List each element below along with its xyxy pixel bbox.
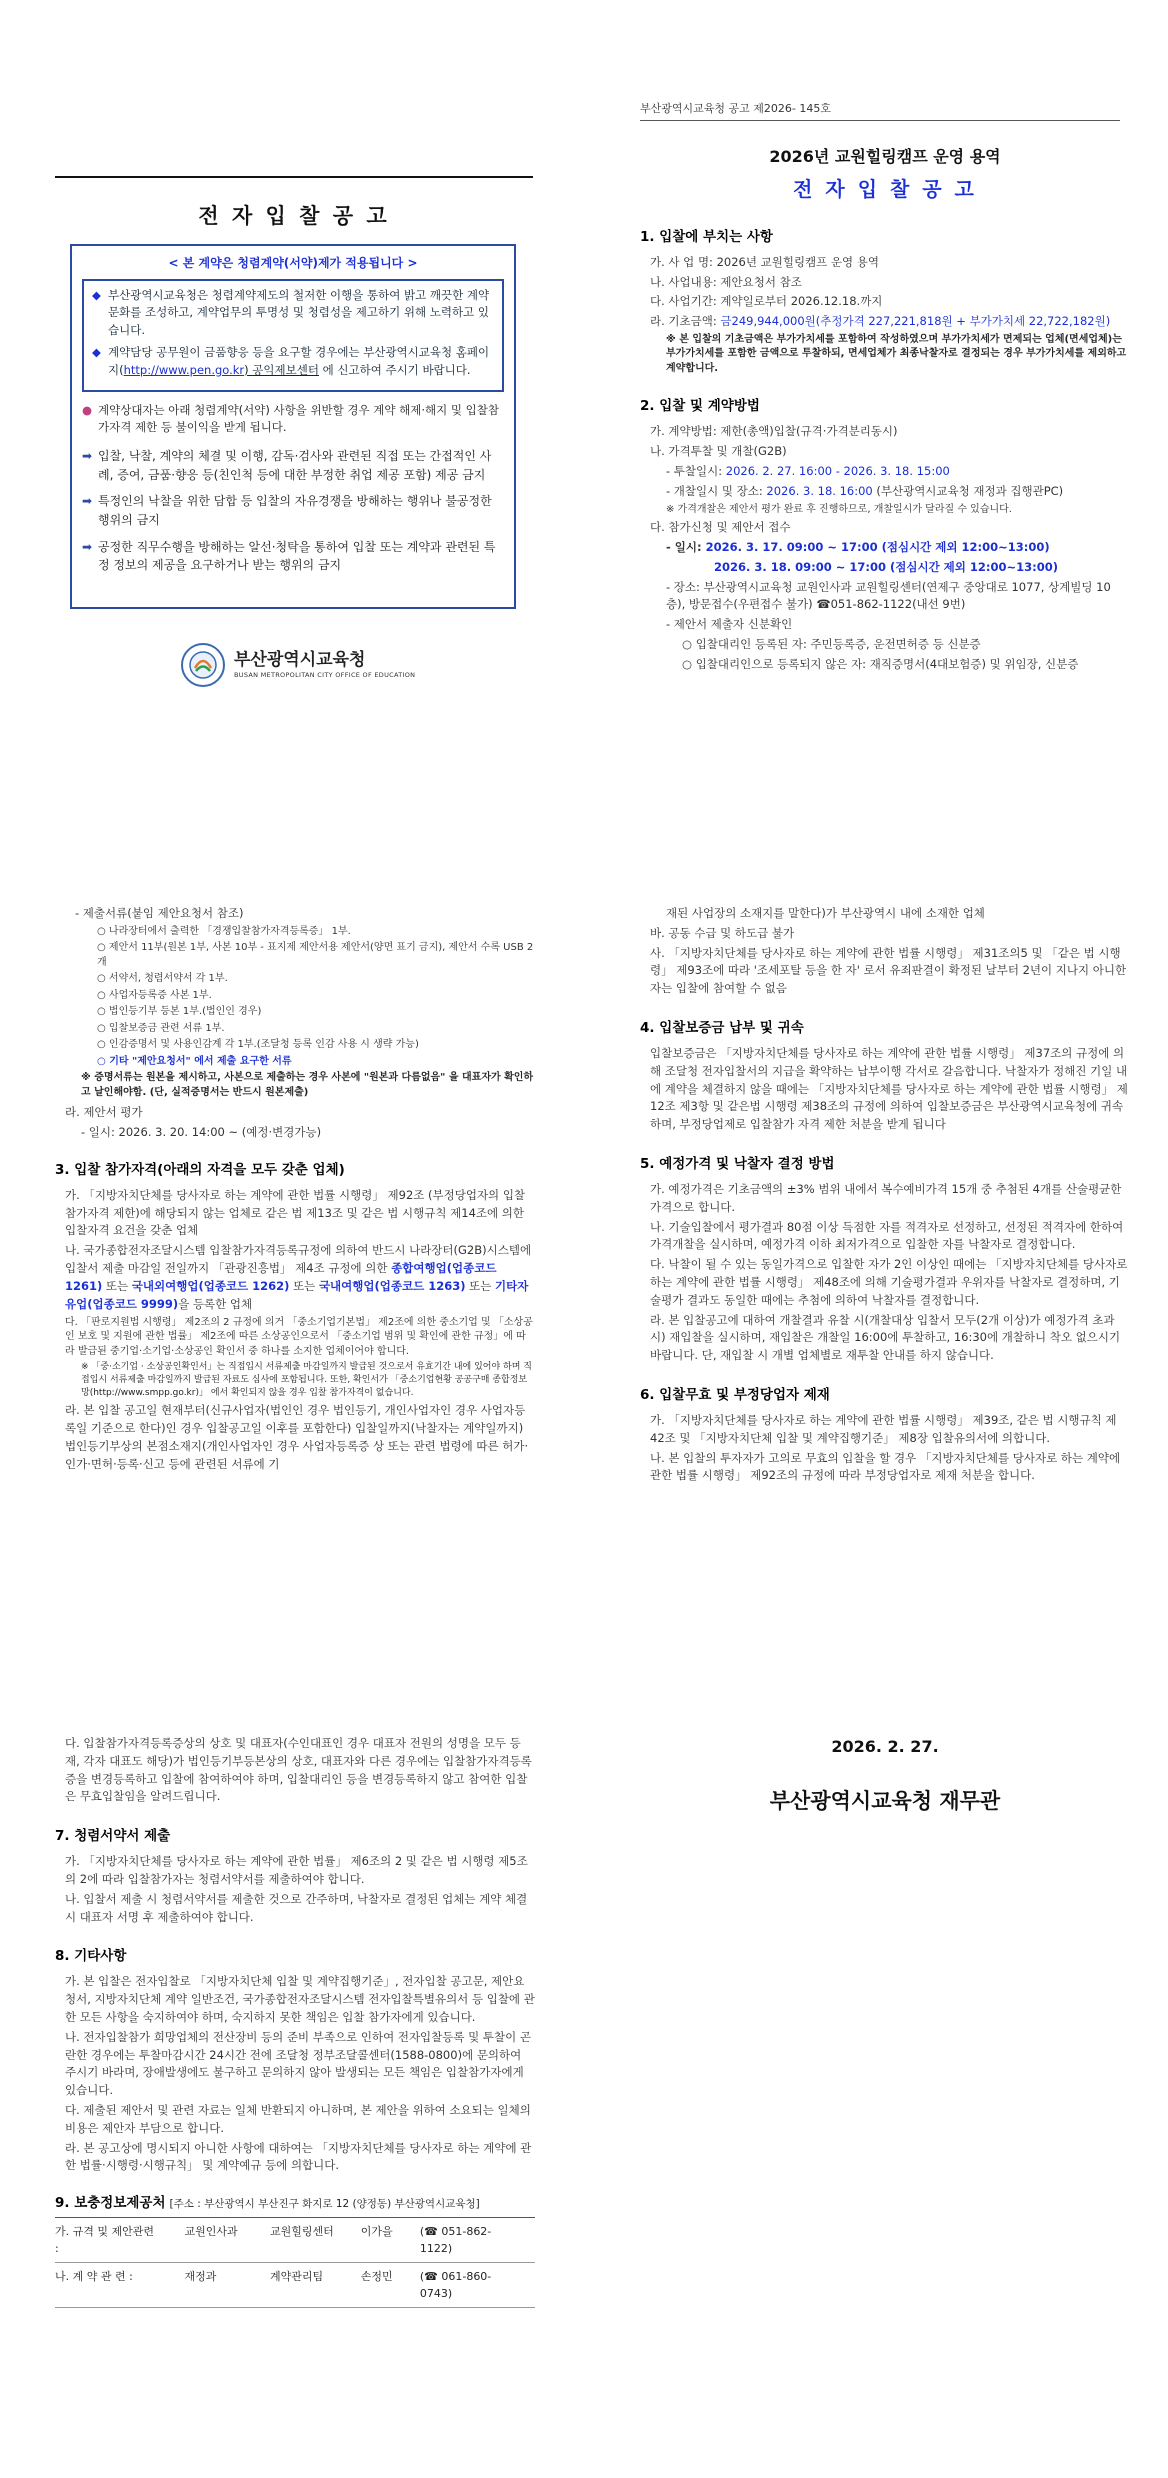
- section-8-title: 8. 기타사항: [55, 1948, 127, 1965]
- integrity-notice-box: [70, 244, 516, 609]
- docs-extra: ○ 기타 "제안요청서" 에서 제출 요구한 서류: [97, 1055, 292, 1067]
- org-logo: [180, 640, 440, 690]
- s4-body: 입찰보증금은 「지방자치단체를 당사자로 하는 계약에 관한 법률 시행령」 제37조의 규정에 의해 조달청 전자입찰서의 지급을 확약하는 납부이행 각서로 갈음합니다. 낙찰자가 정해진 기일 내에 계약을 체결하지 않을 때에는 「지방자치단체를 당사자로 하는 계약에 관한 법률 시행령」 제12조 제3항 및 같은법 시행령 제38조의 규정에 의하여 입찰보증금은 부산광역시교육청에 귀속하며, 부정당업제로 입찰참가 자격 제한 처분을 받게 됩니다: [650, 1045, 1128, 1132]
- s2-method: 가. 계약방법: 제한(총액)입찰(규격·가격분리동시): [650, 424, 898, 439]
- docs-item: ○ 인감증명서 및 사용인감계 각 1부.(조달청 등록 인감 사용 시 생략 가능): [97, 1039, 419, 1051]
- integrity-para-3: ● 계약상대자는 아래 청렴계약(서약) 사항을 위반할 경우 계약 해제·해지 및 입찰참가자격 제한 등 불이익을 받게 됩니다.: [82, 402, 500, 435]
- s1-item: 가. 사 업 명: 2026년 교원힐링캠프 운영 용역: [650, 254, 880, 269]
- s2-open-note: ※ 가격개찰은 제안서 평가 완료 후 진행하므로, 개찰일시가 달라질 수 있습니다.: [666, 503, 1012, 515]
- logo-name-en: BUSAN METROPOLITAN CITY OFFICE OF EDUCATION: [234, 671, 416, 680]
- section-5-title: 5. 예정가격 및 낙찰자 결정 방법: [640, 1156, 835, 1173]
- arrow-icon: ➡: [82, 494, 93, 509]
- s2-submission: 다. 참가신청 및 제안서 접수: [650, 520, 791, 535]
- integrity-rule-1: ➡ 입찰, 낙찰, 계약의 체결 및 이행, 감독·검사와 관련된 직접 또는 간접적인 사례, 증여, 금품·향응 등(친인척 등에 대한 부정한 취업 제공 포함) 제공 금지: [82, 449, 492, 482]
- section-9-title: 9. 보충정보제공처: [55, 2195, 166, 2212]
- s5-c: 다. 낙찰이 될 수 있는 동일가격으로 입찰한 자가 2인 이상인 때에는 「지방자치단체를 당사자로 하는 계약에 관한 법률 시행령」 제48조에 의해 기술평가결과 우위자를 낙찰자로 결정하며, 기술평가 결과도 동일한 때에는 추첨에 의하여 낙찰자를 결정합니다.: [650, 1257, 1128, 1307]
- page2-right-column: [640, 905, 1130, 1487]
- integrity-rule-2: ➡ 특정인의 낙찰을 위한 담합 등 입찰의 자유경쟁을 방해하는 행위나 불공정한 행위의 금지: [82, 494, 492, 528]
- integrity-para-1: ◆ 부산광역시교육청은 청렴계약제도의 철저한 이행을 통하여 밝고 깨끗한 계약 문화를 조성하고, 계약업무의 투명성 및 청렴성을 제고하기 위해 노력하고 있습니다.: [92, 287, 490, 338]
- announce-number: 부산광역시교육청 공고 제2026- 145호: [640, 102, 831, 115]
- s2-id-2: ○ 입찰대리인으로 등록되지 않은 자: 재직증명서(4대보험증) 및 위임장, 신분증: [682, 656, 1079, 671]
- page3-left-column: [55, 1735, 535, 2308]
- s2-date-2: 2026. 3. 18. 09:00 ~ 17:00 (점심시간 제외 12:00~13:00): [714, 559, 1059, 574]
- s3-da: 다. 입찰참가자격등록증상의 상호 및 대표자(수인대표인 경우 대표자 전원의 성명을 모두 등재, 각자 대표도 해당)가 법인등기부등본상의 상호, 대표자와 다른 경우에는 입찰참가자격등록증을 변경등록하고 입찰에 참여하여야 하며, 입찰대리인 등을 변경등록하지 않고 참여한 입찰은 무효입찰임을 알려드립니다.: [65, 1736, 532, 1804]
- docs-item: ○ 서약서, 청렴서약서 각 1부.: [97, 973, 228, 985]
- s6-b: 나. 본 입찰의 투자자가 고의로 무효의 입찰을 할 경우 「지방자치단체를 당사자로 하는 계약에 관한 법률 시행령」 제92조의 규정에 따라 부정당업자로 제재 처분을 합니다.: [650, 1450, 1121, 1483]
- s3-ba: 바. 공동 수급 및 하도급 불가: [650, 925, 795, 940]
- s2-id-title: - 제안서 제출자 신분확인: [666, 617, 793, 632]
- project-subtitle: 전 자 입 찰 공 고: [793, 176, 977, 201]
- s8-d: 라. 본 공고상에 명시되지 아니한 사항에 대하여는 「지방자치단체를 당사자로 하는 계약에 관한 법률·시행령·시행규칙」 및 계약예규 등에 의합니다.: [65, 2140, 532, 2173]
- s5-a: 가. 예정가격은 기초금액의 ±3% 범위 내에서 복수예비가격 15개 중 추첨된 4개를 산술평균한 가격으로 합니다.: [650, 1181, 1122, 1214]
- section-2-title: 2. 입찰 및 계약방법: [640, 398, 760, 415]
- footer-date: 2026. 2. 27.: [831, 1737, 939, 1756]
- notice-title: 전 자 입 찰 공 고: [198, 204, 390, 228]
- page1-right-column: [640, 145, 1130, 676]
- section-4-title: 4. 입찰보증금 납부 및 귀속: [640, 1020, 804, 1037]
- section-6-title: 6. 입찰무효 및 부정당업자 제재: [640, 1387, 830, 1404]
- s8-c: 다. 제출된 제안서 및 관련 자료는 일체 반환되지 아니하며, 본 제안을 위하여 소요되는 일체의 비용은 제안자 부담으로 합니다.: [65, 2103, 531, 2135]
- s3-b: 나. 국가종합전자조달시스템 입찰참가자격등록규정에 의하여 반드시 나라장터(G2B)시스템에 입찰서 제출 마감일 전일까지 「관광진흥법」 제4조 규정에 의한 종합여행업(업종코드 1261) 또는 국내외여행업(업종코드 1262) 또는 국내여행업(업종코드 1263) 또는 기타자유업(업종코드 9999)을 등록한 업체: [65, 1243, 532, 1311]
- section-1-title: 1. 입찰에 부치는 사항: [640, 228, 773, 245]
- docs-item: ○ 입찰보증금 관련 서류 1부.: [97, 1022, 225, 1034]
- s3-sa: 사. 「지방자치단체를 당사자로 하는 계약에 관한 법률 시행령」 제31조의5 및 「같은 법 시행령」 제93조에 따라 '조세포탈 등을 한 자' 로서 유죄판결이 확정된 날부터 2년이 지나지 아니한 자는 입찰에 참여할 수 없음: [650, 945, 1127, 996]
- s3-a: 가. 「지방자치단체를 당사자로 하는 계약에 관한 법률 시행령」 제92조 (부정당업자의 입찰 참가자격 제한)에 해당되지 않는 업체로 같은 법 제13조 및 같은 법 시행규칙 제14조에 의한 입찰자격 요건을 갖춘 업체: [65, 1187, 526, 1238]
- s2-place: - 장소: 부산광역시교육청 교원인사과 교원힐링센터(연제구 중앙대로 1077, 상계빌딩 10층), 방문접수(우편접수 불가) ☎051-862-1122(내선 9번): [666, 579, 1111, 612]
- s1-item: 나. 사업내용: 제안요청서 참조: [650, 274, 802, 289]
- integrity-rule-3: ➡ 공정한 직무수행을 방해하는 알선·청탁을 통하여 입찰 또는 계약과 관련된 특정 정보의 제공을 요구하거나 받는 행위의 금지: [82, 539, 496, 573]
- logo-name-ko: 부산광역시교육청: [234, 649, 366, 670]
- section-9-address: [주소 : 부산광역시 부산진구 화지로 12 (양정동) 부산광역시교육청]: [169, 2198, 480, 2211]
- s2-id-1: ○ 입찰대리인 등록된 자: 주민등록증, 운전면허증 등 신분증: [682, 637, 981, 652]
- s7-b: 나. 입찰서 제출 시 청렴서약서를 제출한 것으로 간주하며, 낙찰자로 결정된 업체는 계약 체결 시 대표자 서명 후 제출하여야 합니다.: [65, 1891, 528, 1924]
- s5-d: 라. 본 입찰공고에 대하여 개찰결과 유찰 시(개찰대상 입찰서 모두(2개 이상)가 예정가격 초과 시) 재입찰을 실시하며, 재입찰은 개찰일 16:00에 투찰하고, 16:30에 개찰하니 착오 없으시기 바랍니다. 단, 재입찰 시 개별 업체별로 재투찰 안내를 하지 않습니다.: [650, 1312, 1121, 1363]
- s1-budget: 라. 기초금액: 금249,944,000원(추정가격 227,221,818원 + 부가가치세 22,722,182원): [650, 314, 1111, 329]
- docs-item: ○ 법인등기부 등본 1부.(법인인 경우): [97, 1006, 262, 1018]
- section-7-title: 7. 청렴서약서 제출: [55, 1828, 171, 1845]
- arrow-icon: ➡: [82, 539, 93, 554]
- section-3-title: 3. 입찰 참가자격(아래의 자격을 모두 갖춘 업체): [55, 1161, 345, 1178]
- integrity-para-2: ◆ 계약담당 공무원이 금품향응 등을 요구할 경우에는 부산광역시교육청 홈페이지(http://www.pen.go.kr) 공익제보센터 에 신고하여 주시기 바랍니다.: [92, 345, 490, 377]
- s5-b: 나. 기술입찰에서 평가결과 80점 이상 득점한 자를 적격자로 선정하고, 선정된 적격자에 한하여 가격개찰을 실시하며, 예정가격 이하 최저가격으로 입찰한 자를 낙찰자로 결정합니다.: [650, 1219, 1124, 1252]
- arrow-icon: ➡: [82, 449, 93, 464]
- eval-title: 라. 제안서 평가: [65, 1105, 143, 1120]
- s3-d: 라. 본 입찰 공고일 현재부터(신규사업자(법인인 경우 법인등기, 개인사업자인 경우 사업자등록일 기준으로 한다)인 경우 입찰공고일 이후를 포함한다) 입찰일까지(낙찰자는 계약일까지) 법인등기부상의 본점소재지(개인사업자인 경우 사업자등록증 상 또는 관련 법령에 따른 허가·인가·면허·등록·신고 등에 관련된 서류에 기: [65, 1403, 529, 1471]
- eval-date: - 일시: 2026. 3. 20. 14:00 ~ (예정·변경가능): [81, 1125, 322, 1140]
- s2-bid-open: 나. 가격투찰 및 개찰(G2B): [650, 444, 787, 459]
- s2-open-time: - 개찰일시 및 장소: 2026. 3. 18. 16:00 (부산광역시교육청 재정과 집행관PC): [666, 483, 1064, 498]
- s8-a: 가. 본 입찰은 전자입찰로 「지방자치단체 입찰 및 계약집행기준」, 전자입찰 공고문, 제안요청서, 지방자치단체 계약 일반조건, 국가종합전자조달시스템 전자입찰특별유의서 등 입찰에 관한 모든 사항을 숙지하여야 하며, 숙지하지 못한 책임은 입찰 참가자에게 있습니다.: [65, 1974, 535, 2024]
- docs-item: ○ 제안서 11부(원본 1부, 사본 10부 - 표지제 제안서용 제안서(양면 표기 금지), 제안서 수록 USB 2개: [97, 942, 534, 968]
- contact-row: 가. 규격 및 제안관련 : 교원인사과 교원힐링센터 이가을 (☎ 051-862-1122): [55, 2218, 535, 2263]
- project-title: 2026년 교원힐링캠프 운영 용역: [769, 147, 1001, 166]
- footer-org: 부산광역시교육청 재무관: [769, 1789, 1001, 1813]
- section-9: [55, 2193, 535, 2308]
- s3-c-note: ※ 「중·소기업 · 소상공인확인서」는 직접입시 서류제출 마감일까지 발급된 것으로서 유효기간 내에 있어야 하며 직접입시 서류제출 마감일까지 발급된 자료도 심사에 포함됩니다. 또한, 확인서가 「중소기업현황 공공구매 종합정보망(http://www.smpp.go.kr)」 에서 확인되지 않을 경우 입찰 참가자격이 없습니다.: [81, 1362, 532, 1399]
- s7-a: 가. 「지방자치단체를 당사자로 하는 계약에 관한 법률」 제6조의 2 및 같은 법 시행령 제5조의 2에 따라 입찰참가자는 청렴서약서를 제출하여야 합니다.: [65, 1854, 528, 1886]
- s8-b: 나. 전자입찰참가 희망업체의 전산장비 등의 준비 부족으로 인하여 전자입찰등록 및 투찰이 곤란한 경우에는 투찰마감시간 24시간 전에 조달청 정부조달콜센터(1588-0800)에 문의하여 주시기 바라며, 장애발생에도 불구하고 문의하지 않아 발생되는 모든 책임은 입찰참가자에게 있습니다.: [65, 2029, 532, 2098]
- circle-bullet-icon: ●: [82, 402, 93, 417]
- diamond-icon: ◆: [92, 345, 101, 360]
- s1-note: ※ 본 입찰의 기초금액은 부가가치세를 포함하여 작성하였으며 부가가치세가 면제되는 업체(면세업체)는 부가가치세를 포함한 금액으로 투찰하되, 면세업체가 최종낙찰자로 결정되는 경우 부가가치세를 제외하고 계약합니다.: [666, 333, 1127, 374]
- s6-a: 가. 「지방자치단체를 당사자로 하는 계약에 관한 법률 시행령」 제39조, 같은 법 시행규칙 제42조 및 「지방자치단체 입찰 및 계약집행기준」 제8장 입찰유의서에 의합니다.: [650, 1413, 1117, 1445]
- docs-item: ○ 나라장터에서 출력한 「경쟁입찰참가자격등록증」 1부.: [97, 925, 351, 937]
- docs-head: - 제출서류(붙임 제안요청서 참조): [75, 906, 244, 920]
- integrity-inner-box: [82, 279, 504, 392]
- emblem-icon: [180, 642, 226, 688]
- diamond-icon: ◆: [92, 287, 101, 302]
- docs-warn: ※ 증명서류는 원본을 제시하고, 사본으로 제출하는 경우 사본에 "원본과 다름없음" 을 대표자가 확인하고 날인해야함. (단, 실적증명서는 반드시 원본제출): [81, 1072, 534, 1098]
- docs-item: ○ 사업자등록증 사본 1부.: [97, 989, 212, 1001]
- top-rule-right: [640, 120, 1120, 121]
- top-rule-left: [55, 176, 533, 178]
- s2-bid-period: - 투찰일시: 2026. 2. 27. 16:00 - 2026. 3. 18. 15:00: [666, 464, 950, 479]
- integrity-banner: < 본 계약은 청렴계약(서약)제가 적용됩니다 >: [168, 256, 418, 270]
- page2-left-column: [55, 905, 535, 1475]
- pen-homepage-link[interactable]: http://www.pen.go.kr: [123, 362, 245, 377]
- s2-date-1: - 일시: 2026. 3. 17. 09:00 ~ 17:00 (점심시간 제외 12:00~13:00): [666, 539, 1050, 554]
- s3-c: 다. 「판로지원법 시행령」 제2조의 2 규정에 의거 「중소기업기본법」 제2조에 의한 중소기업 및 「소상공인 보호 및 지원에 관한 법률」 제2조에 따른 소상공인으로서 「중소기업 범위 및 확인에 관한 규정」에 따라 발급된 중기업·소기업·소상공인 확인서 중 하나를 소지한 업체이어야 합니다.: [65, 1316, 533, 1357]
- s3-d-cont: 재된 사업장의 소재지를 말한다)가 부산광역시 내에 소재한 업체: [666, 906, 985, 920]
- contact-row: 나. 계 약 관 련 : 재정과 계약관리팀 손정민 (☎ 061-860-0743): [55, 2263, 535, 2308]
- s1-item: 다. 사업기간: 계약일로부터 2026.12.18.까지: [650, 294, 883, 309]
